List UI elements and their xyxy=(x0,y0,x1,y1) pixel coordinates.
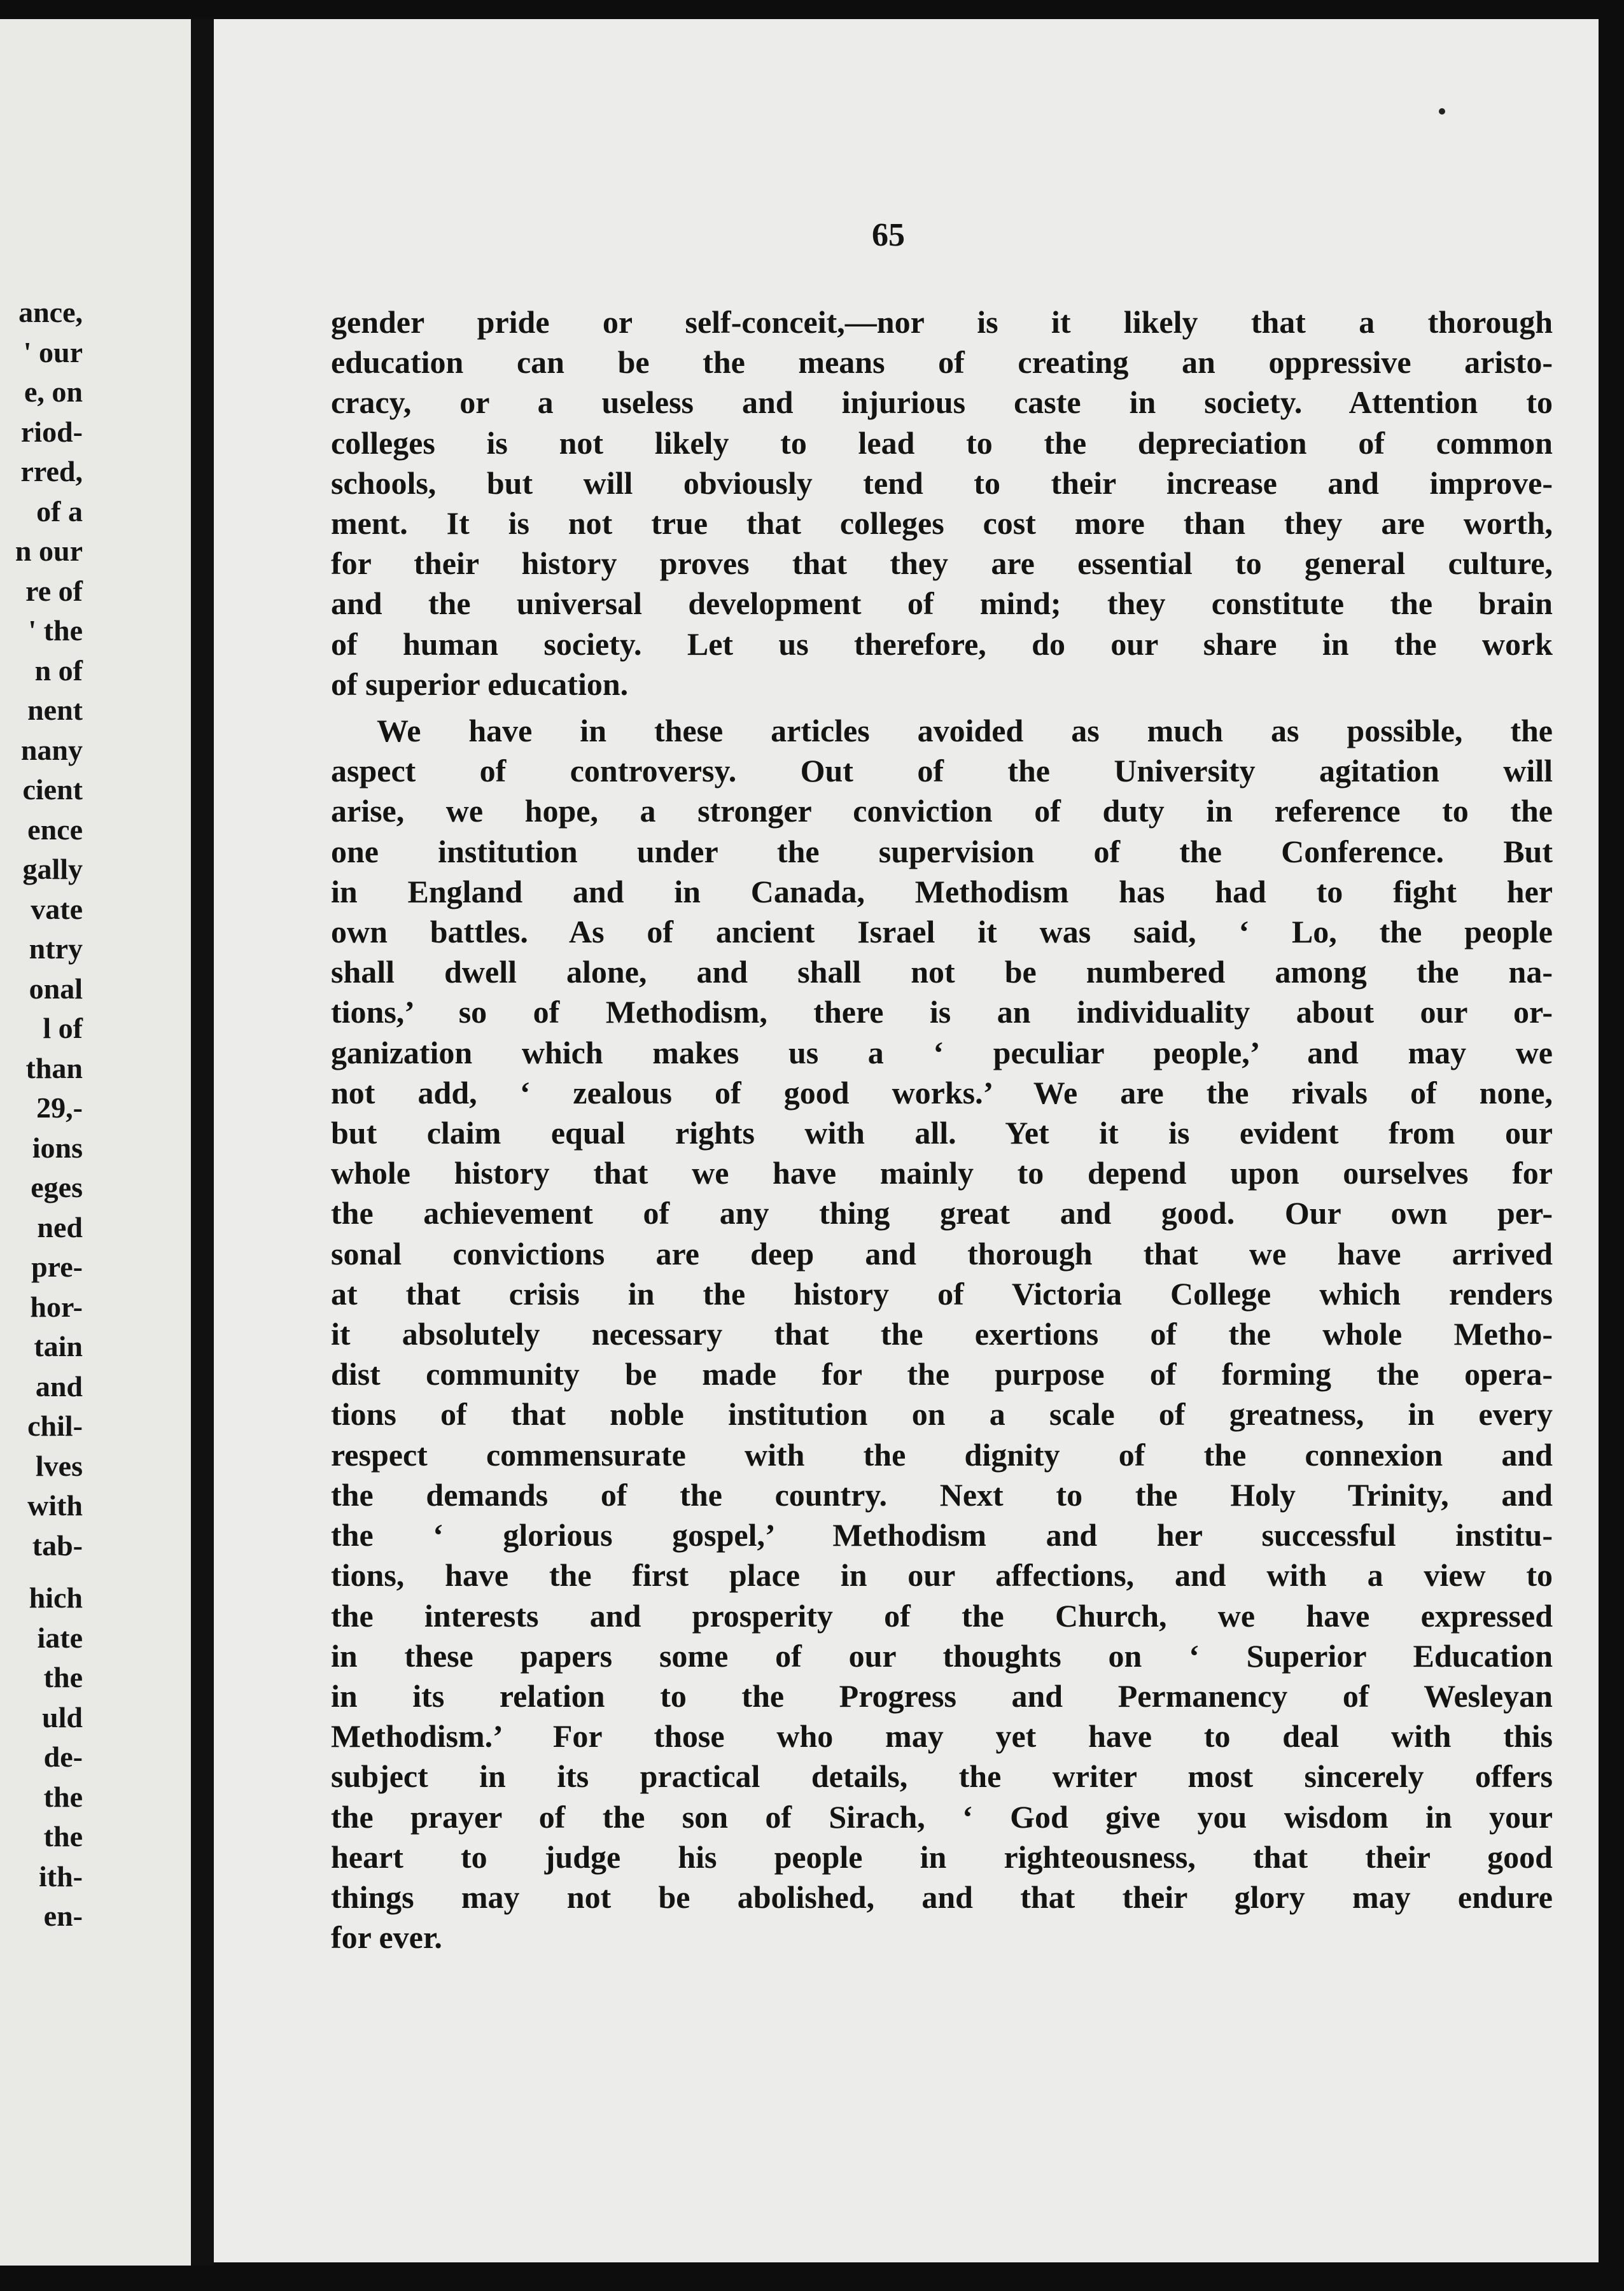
text-line: sonal convictions are deep and thorough that we have arrived xyxy=(331,1235,1553,1272)
fragment-line: ned xyxy=(37,1210,83,1244)
text-line: things may not be abolished, and that their glory may endure xyxy=(331,1879,1553,1915)
fragment-line: l of xyxy=(43,1012,83,1044)
text-line: ment. It is not true that colleges cost more than they are worth, xyxy=(331,505,1553,542)
fragment-line: lves xyxy=(35,1449,83,1482)
text-line: and the universal development of mind; they constitute the brain xyxy=(331,585,1553,622)
text-line: for their history proves that they are essential to general culture, xyxy=(331,545,1553,582)
fragment-line: iate xyxy=(37,1621,83,1654)
fragment-line: ntry xyxy=(29,932,83,965)
fragment-line: hor- xyxy=(30,1290,83,1323)
fragment-line: and xyxy=(35,1370,83,1403)
fragment-line: ' the xyxy=(28,614,83,647)
fragment-line: nany xyxy=(20,733,83,766)
text-line: in its relation to the Progress and Permanency of Wesleyan xyxy=(331,1678,1553,1714)
text-line: for ever. xyxy=(331,1919,442,1956)
fragment-line: tab- xyxy=(32,1529,83,1562)
fragment-line: gally xyxy=(22,853,83,885)
text-line: the interests and prosperity of the Church, we have expressed xyxy=(331,1597,1553,1634)
text-line: in these papers some of our thoughts on ‘ Superior Education xyxy=(331,1637,1553,1674)
fragment-line: of a xyxy=(36,494,83,528)
fragment-line: cient xyxy=(22,773,83,806)
page-number: 65 xyxy=(872,217,905,253)
paragraph-gap xyxy=(331,704,1553,711)
text-line: of human society. Let us therefore, do our share in the work xyxy=(331,626,1553,662)
fragment-line: e, on xyxy=(24,375,83,408)
text-line: whole history that we have mainly to depend upon ourselves for xyxy=(331,1155,1553,1191)
paragraph-1 xyxy=(331,302,1553,704)
text-line: aspect of controversy. Out of the University agitation will xyxy=(331,753,1553,789)
fragment-line: hich xyxy=(29,1581,83,1614)
text-line: Methodism.’ For those who may yet have to deal with this xyxy=(331,1718,1553,1755)
text-line: cracy, or a useless and injurious caste in society. Attention to xyxy=(331,384,1553,421)
text-line: in England and in Canada, Methodism has had to fight her xyxy=(331,873,1553,909)
text-line: dist community be made for the purpose of forming the opera- xyxy=(331,1356,1553,1392)
text-line: one institution under the supervision of the Conference. But xyxy=(331,833,1553,869)
text-line: gender pride or self-conceit,—nor is it likely that a thorough xyxy=(331,304,1553,340)
page-body xyxy=(331,302,1553,1958)
fragment-line: n our xyxy=(15,535,83,567)
fragment-line: onal xyxy=(29,972,83,1005)
fragment-line: pre- xyxy=(31,1251,83,1283)
right-page xyxy=(214,19,1599,2262)
fragment-line: vate xyxy=(31,892,83,925)
text-line: but claim equal rights with all. Yet it is evident from our xyxy=(331,1115,1553,1151)
fragment-line: ith- xyxy=(39,1860,83,1893)
fragment-line: ence xyxy=(27,813,83,846)
paragraph-2 xyxy=(331,711,1553,1958)
text-line: We have in these articles avoided as much as possible, the xyxy=(377,713,1553,749)
text-line: schools, but will obviously tend to their increase and improve- xyxy=(331,465,1553,501)
left-page-text-fragments xyxy=(0,293,83,1937)
text-line: ganization which makes us a ‘ peculiar people,’ and may we xyxy=(331,1034,1553,1070)
fragment-line: than xyxy=(25,1051,83,1084)
fragment-line: the xyxy=(43,1661,83,1693)
fragment-line: ' our xyxy=(23,335,83,368)
fragment-line: 29,- xyxy=(36,1091,83,1124)
fragment-line: the xyxy=(43,1780,83,1813)
text-line: not add, ‘ zealous of good works.’ We are the rivals of none, xyxy=(331,1074,1553,1110)
text-line: tions,’ so of Methodism, there is an individuality about our or- xyxy=(331,994,1553,1030)
fragment-line: the xyxy=(43,1820,83,1853)
fragment-line: uld xyxy=(42,1700,83,1734)
fragment-gap xyxy=(0,1566,83,1578)
fragment-line: chil- xyxy=(27,1410,83,1442)
fragment-line: nent xyxy=(27,694,83,726)
left-page xyxy=(0,19,191,2266)
text-line: subject in its practical details, the writer most sincerely offers xyxy=(331,1758,1553,1795)
ink-speck xyxy=(1439,108,1445,115)
text-line: heart to judge his people in righteousness, that their good xyxy=(331,1839,1553,1875)
fragment-line: with xyxy=(27,1489,83,1522)
text-line: tions of that noble institution on a scale of greatness, in every xyxy=(331,1396,1553,1433)
text-line: shall dwell alone, and shall not be numbered among the na- xyxy=(331,954,1553,990)
text-line: arise, we hope, a stronger conviction of duty in reference to the xyxy=(331,793,1553,829)
fragment-line: tain xyxy=(34,1330,83,1363)
fragment-line: en- xyxy=(43,1900,83,1932)
fragment-line: rred, xyxy=(20,455,83,487)
fragment-line: riod- xyxy=(20,415,83,448)
fragment-line: eges xyxy=(31,1171,83,1203)
text-line: colleges is not likely to lead to the depreciation of common xyxy=(331,424,1553,461)
book-gutter xyxy=(191,19,214,2266)
text-line: respect commensurate with the dignity of the connexion and xyxy=(331,1436,1553,1473)
text-line: the prayer of the son of Sirach, ‘ God give you wisdom in your xyxy=(331,1798,1553,1835)
text-line: at that crisis in the history of Victoria College which renders xyxy=(331,1275,1553,1312)
fragment-line: ance, xyxy=(18,296,83,328)
fragment-line: re of xyxy=(25,574,83,607)
text-line: education can be the means of creating an oppressive aristo- xyxy=(331,344,1553,381)
fragment-line: ions xyxy=(32,1131,83,1164)
text-line: the achievement of any thing great and good. Our own per- xyxy=(331,1195,1553,1231)
text-line: the demands of the country. Next to the Holy Trinity, and xyxy=(331,1476,1553,1513)
fragment-line: n of xyxy=(34,654,83,687)
fragment-line: de- xyxy=(43,1741,83,1773)
text-line: it absolutely necessary that the exertions of the whole Metho- xyxy=(331,1316,1553,1352)
text-line: own battles. As of ancient Israel it was said, ‘ Lo, the people xyxy=(331,914,1553,950)
text-line: the ‘ glorious gospel,’ Methodism and her successful institu- xyxy=(331,1517,1553,1553)
text-line: tions, have the first place in our affections, and with a view to xyxy=(331,1557,1553,1594)
text-line: of superior education. xyxy=(331,666,629,702)
